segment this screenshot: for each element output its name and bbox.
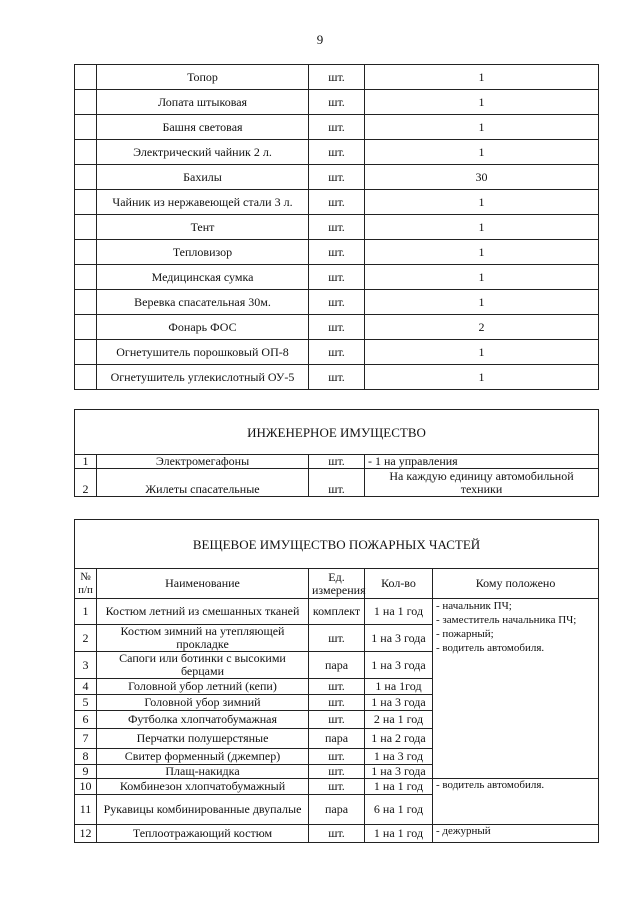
row-num: [75, 265, 97, 290]
row-name: Тент: [97, 215, 309, 240]
row-unit: шт.: [309, 140, 365, 165]
row-qty: 30: [365, 165, 599, 190]
row-qty: На каждую единицу автомобильной техники: [365, 469, 599, 497]
table-row: [75, 315, 599, 340]
row-qty: 1 на 1год: [365, 679, 433, 695]
row-num: 1: [75, 455, 97, 469]
recipient-item: - заместитель начальника ПЧ;: [436, 614, 577, 626]
row-name: Головной убор зимний: [97, 695, 309, 711]
row-name: Электромегафоны: [97, 455, 309, 469]
row-unit: шт.: [309, 340, 365, 365]
row-unit: шт.: [309, 749, 365, 765]
recipients-group-2: - водитель автомобиля.: [433, 779, 599, 825]
recipient-item: - начальник ПЧ;: [436, 600, 512, 612]
row-name: Огнетушитель углекислотный ОУ-5: [97, 365, 309, 390]
row-unit: шт.: [309, 765, 365, 779]
row-unit: шт.: [309, 695, 365, 711]
row-name: Комбинезон хлопчатобумажный: [97, 779, 309, 795]
row-name: Лопата штыковая: [97, 90, 309, 115]
row-qty: 1: [365, 240, 599, 265]
row-qty: 1 на 3 год: [365, 749, 433, 765]
row-name: Веревка спасательная 30м.: [97, 290, 309, 315]
row-name: Фонарь ФОС: [97, 315, 309, 340]
row-num: 4: [75, 679, 97, 695]
row-qty: 1 на 3 года: [365, 695, 433, 711]
row-unit: шт.: [309, 65, 365, 90]
row-num: 6: [75, 711, 97, 729]
row-unit: шт.: [309, 115, 365, 140]
row-unit: шт.: [309, 365, 365, 390]
row-qty: 6 на 1 год: [365, 795, 433, 825]
row-unit: шт.: [309, 455, 365, 469]
row-qty: 2 на 1 год: [365, 711, 433, 729]
table-row: [75, 290, 599, 315]
row-name: Футболка хлопчатобумажная: [97, 711, 309, 729]
recipient-item: - водитель автомобиля.: [436, 642, 545, 654]
header-num: № п/п: [75, 569, 97, 599]
row-name: Свитер форменный (джемпер): [97, 749, 309, 765]
row-num: [75, 140, 97, 165]
row-name: Чайник из нержавеющей стали 3 л.: [97, 190, 309, 215]
row-num: [75, 165, 97, 190]
row-qty: 1: [365, 90, 599, 115]
header-unit: Ед. измерения: [309, 569, 365, 599]
row-qty: 1 на 3 года: [365, 652, 433, 679]
row-num: [75, 340, 97, 365]
row-num: [75, 190, 97, 215]
row-unit: шт.: [309, 240, 365, 265]
header-qty: Кол-во: [365, 569, 433, 599]
engineering-table: [74, 409, 599, 497]
table-row: [75, 65, 599, 90]
clothing-title: ВЕЩЕВОЕ ИМУЩЕСТВО ПОЖАРНЫХ ЧАСТЕЙ: [75, 520, 599, 569]
row-name: Жилеты спасательные: [97, 469, 309, 497]
row-qty: - 1 на управления: [365, 455, 599, 469]
row-unit: шт.: [309, 779, 365, 795]
row-num: 7: [75, 729, 97, 749]
row-qty: 1 на 1 год: [365, 825, 433, 843]
table-row: [75, 599, 599, 625]
row-unit: шт.: [309, 679, 365, 695]
row-name: Топор: [97, 65, 309, 90]
row-unit: шт.: [309, 290, 365, 315]
row-num: 1: [75, 599, 97, 625]
row-num: [75, 315, 97, 340]
row-name: Костюм летний из смешанных тканей: [97, 599, 309, 625]
equipment-table: [74, 64, 599, 390]
recipients-group-1: [433, 599, 599, 779]
row-num: [75, 65, 97, 90]
row-qty: 1 на 1 год: [365, 779, 433, 795]
row-name: Рукавицы комбинированные двупалые: [97, 795, 309, 825]
row-unit: пара: [309, 795, 365, 825]
row-qty: 1: [365, 365, 599, 390]
row-num: [75, 90, 97, 115]
row-name: Костюм зимний на утепляющей прокладке: [97, 625, 309, 652]
page-number: 9: [316, 32, 324, 47]
row-unit: шт.: [309, 215, 365, 240]
row-name: Огнетушитель порошковый ОП-8: [97, 340, 309, 365]
row-num: 5: [75, 695, 97, 711]
row-name: Башня световая: [97, 115, 309, 140]
row-name: Перчатки полушерстяные: [97, 729, 309, 749]
row-qty: 1 на 1 год: [365, 599, 433, 625]
table-row: [75, 140, 599, 165]
engineering-title: ИНЖЕНЕРНОЕ ИМУЩЕСТВО: [75, 410, 599, 455]
table-row: [75, 825, 599, 843]
table-row: [75, 190, 599, 215]
table-row: [75, 340, 599, 365]
row-qty: 2: [365, 315, 599, 340]
row-name: Бахилы: [97, 165, 309, 190]
row-unit: шт.: [309, 90, 365, 115]
row-unit: шт.: [309, 625, 365, 652]
table-row: [75, 240, 599, 265]
header-name: Наименование: [97, 569, 309, 599]
row-num: 8: [75, 749, 97, 765]
row-name: Теплоотражающий костюм: [97, 825, 309, 843]
row-qty: 1: [365, 65, 599, 90]
row-num: 2: [75, 625, 97, 652]
row-qty: 1: [365, 340, 599, 365]
row-unit: шт.: [309, 469, 365, 497]
row-num: 2: [75, 469, 97, 497]
row-qty: 1 на 2 года: [365, 729, 433, 749]
table-row: [75, 265, 599, 290]
row-num: [75, 115, 97, 140]
row-name: Головной убор летний (кепи): [97, 679, 309, 695]
row-num: 11: [75, 795, 97, 825]
recipient-item: - пожарный;: [436, 628, 494, 640]
row-unit: пара: [309, 729, 365, 749]
row-num: 12: [75, 825, 97, 843]
header-who: Кому положено: [433, 569, 599, 599]
row-name: Электрический чайник 2 л.: [97, 140, 309, 165]
row-qty: 1: [365, 140, 599, 165]
table-row: [75, 90, 599, 115]
row-unit: шт.: [309, 825, 365, 843]
row-name: Медицинская сумка: [97, 265, 309, 290]
table-row: [75, 215, 599, 240]
row-name: Тепловизор: [97, 240, 309, 265]
table-row: [75, 115, 599, 140]
row-unit: комплект: [309, 599, 365, 625]
table-row: [75, 165, 599, 190]
row-qty: 1: [365, 190, 599, 215]
table-row: [75, 779, 599, 795]
row-qty: 1: [365, 215, 599, 240]
table-row: [75, 365, 599, 390]
row-qty: 1: [365, 290, 599, 315]
row-num: 3: [75, 652, 97, 679]
row-unit: шт.: [309, 265, 365, 290]
row-num: [75, 365, 97, 390]
recipients-group-3: - дежурный: [433, 825, 599, 843]
row-name: Сапоги или ботинки с высокими берцами: [97, 652, 309, 679]
row-unit: пара: [309, 652, 365, 679]
row-unit: шт.: [309, 190, 365, 215]
row-qty: 1 на 3 года: [365, 765, 433, 779]
clothing-table: [74, 519, 599, 843]
row-unit: шт.: [309, 711, 365, 729]
row-qty: 1: [365, 115, 599, 140]
row-qty: 1: [365, 265, 599, 290]
row-num: 9: [75, 765, 97, 779]
row-unit: шт.: [309, 315, 365, 340]
row-num: [75, 240, 97, 265]
row-num: [75, 290, 97, 315]
row-unit: шт.: [309, 165, 365, 190]
row-num: [75, 215, 97, 240]
row-num: 10: [75, 779, 97, 795]
row-qty: 1 на 3 года: [365, 625, 433, 652]
row-name: Плащ-накидка: [97, 765, 309, 779]
